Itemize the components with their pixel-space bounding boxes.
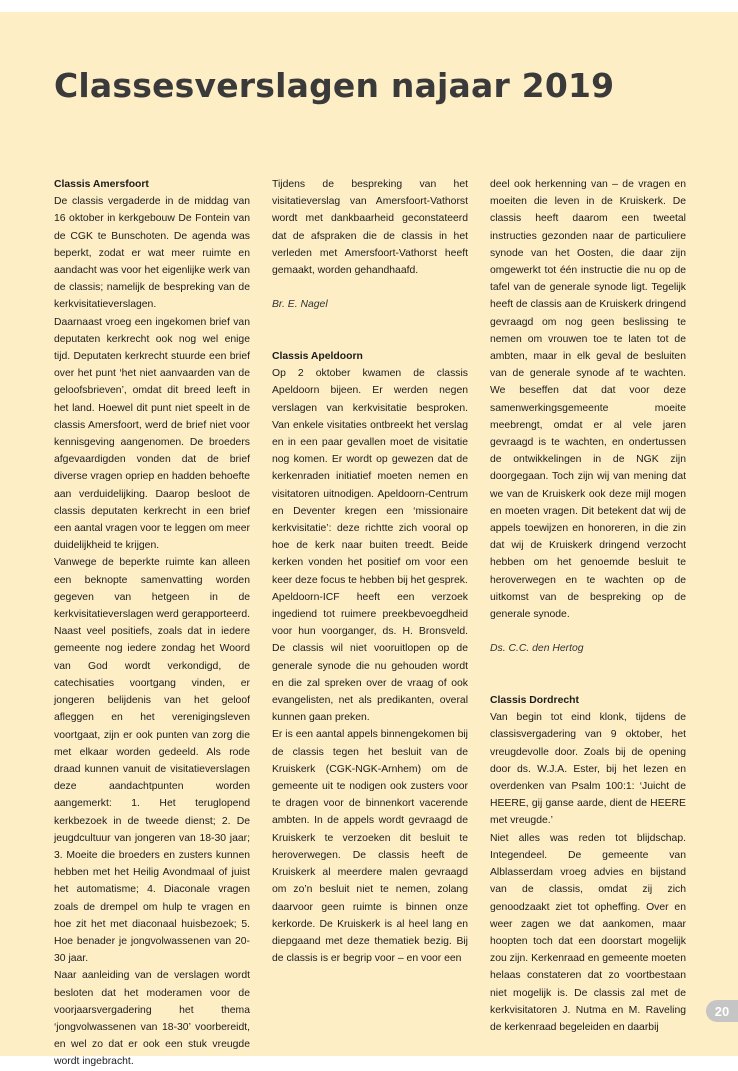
heading-amersfoort: Classis Amersfoort — [54, 179, 149, 190]
page-number: 20 — [706, 1000, 738, 1022]
page-title: Classesverslagen najaar 2019 — [54, 66, 615, 105]
paragraph: Van begin tot eind klonk, tijdens de classisvergadering van 9 oktober, het vreugdevolle door. Zoals bij de opening door ds. W.J.A. Ester, bij het lezen en overdenken van Psalm 100:1: ‘Juicht de HEERE, gij ganse aarde, dient de HEERE met vreugde.’ — [490, 712, 686, 827]
paragraph-continued: deel ook herkenning van – de vragen en moeiten die leven in de Kruiskerk. De classis heeft daarom een tweetal instructies gezonden naar de particuliere synode van het Oosten, die daar zijn omgewerkt tot één instructie die nu op de tafel van de generale synode ligt. Tegelijk heeft de classis aan de Kruiskerk dringend gevraagd om nog geen beslissing te nemen om vrouwen toe te laten tot de ambten, maar in elk geval de besluiten van de generale synode af te wachten. We beseffen dat dat voor deze samenwerkingsgemeente moeite meebrengt, omdat er al vele jaren gevraagd is te wachten, en ondertussen de ontwikkelingen in de NGK zijn doorgegaan. Toch zijn wij van mening dat we van de Kruiskerk ook deze mijl mogen en moeten vragen. Dit betekent dat wij de appels toewijzen en honoreren, in die zin dat wij de Kruiskerk dringend verzocht hebben om het genoemde besluit te heroverwegen en te wachten op de uitkomst van de bespreking op de generale synode. — [490, 179, 686, 621]
column-3 — [490, 176, 686, 1036]
paragraph: Op 2 oktober kwamen de classis Apeldoorn bijeen. Er werden negen verslagen van kerkvisitatie besproken. Van enkele visitaties ontbreekt het verslag en in een paar gevallen moet de visitatie nog komen. Er wordt op gewezen dat de kerkenraden initiatief moeten nemen en visitatoren uitnodigen. Apeldoorn-Centrum en Deventer kregen een ‘missionaire kerkvisitatie’: deze richtte zich vooral op hoe de kerk naar buiten treedt. Beide kerken vonden het positief om voor een keer deze focus te hebben bij het gesprek. — [272, 368, 468, 586]
heading-dordrecht: Classis Dordrecht — [490, 695, 579, 707]
paragraph: Naar aanleiding van de verslagen wordt besloten dat het moderamen voor de voorjaarsvergadering het thema ‘jongvolwassenen van 18-30’ voorbereidt, en wel zo dat er ook een stuk vreugde wordt ingebracht. — [54, 970, 250, 1068]
page — [0, 12, 738, 1068]
column-1 — [54, 176, 250, 1071]
paragraph: Niet alles was reden tot blijdschap. Integendeel. De gemeente van Alblasserdam vroeg advies en bijstand van de classis, omdat zij zich genoodzaakt ziet tot opheffing. Over en weer zagen we dat aankomen, maar hoopten toch dat een doorstart mogelijk zou zijn. Kerkenraad en gemeente moeten helaas constateren dat zo voortbestaan niet mogelijk is. De classis zal met de kerkvisitatoren J. Nutma en M. Raveling de kerkenraad begeleiden en daarbij — [490, 832, 686, 1033]
paragraph: Apeldoorn-ICF heeft een verzoek ingediend tot ruimere preekbevoegdheid voor hun voorganger, ds. H. Bronsveld. De classis wil niet vooruitlopen op de generale synode die nu gehouden wordt en die zal spreken over de vraag of ook evangelisten, net als predikanten, overal kunnen gaan preken. — [272, 591, 468, 724]
column-2 — [272, 176, 468, 967]
signature-amersfoort: Br. E. Nagel — [272, 299, 328, 311]
signature-apeldoorn: Ds. C.C. den Hertog — [490, 643, 584, 655]
paragraph: Er is een aantal appels binnengekomen bij de classis tegen het besluit van de Kruiskerk (CGK-NGK-Arnhem) om de gemeente uit te nodigen ook zusters voor te dragen voor de binnenkort vacerende ambten. In de appels wordt gevraagd de Kruiskerk te verzoeken dit besluit te heroverwegen. De classis heeft de Kruiskerk al meerdere malen gevraagd om zo’n besluit niet te nemen, zolang daarvoor geen ruimte is binnen onze kerkorde. De Kruiskerk is al heel lang en diepgaand met deze thematiek bezig. Bij de classis is er begrip voor – en voor een — [272, 729, 468, 965]
heading-apeldoorn: Classis Apeldoorn — [272, 351, 363, 362]
paragraph: Vanwege de beperkte ruimte kan alleen een beknopte samenvatting worden gegeven van hetgeen in de kerkvisitatieverslagen werd gerapporteerd. Naast veel positiefs, zoals dat in iedere gemeente nog iedere zondag het Woord van God wordt verkondigd, de catechisaties voortgang vinden, er jongeren belijdenis van het geloof afleggen en het verenigingsleven voortgaat, zijn er ook punten van zorg die met elkaar worden gedeeld. Als rode draad kunnen vanuit de visitatieverslagen deze aandachtpunten worden aangemerkt: 1. Het teruglopend kerkbezoek in de tweede dienst; 2. De jeugdcultuur van jongeren van 18-30 jaar; 3. Moeite die broeders en zusters kunnen hebben met het Heilig Avondmaal of juist het automatisme; 4. Diaconale vragen zoals de drempel om hulp te vragen en hoe zit het met diaconaal huisbezoek; 5. Hoe benader je jongvolwassenen van 20-30 jaar. — [54, 557, 250, 965]
paragraph: Daarnaast vroeg een ingekomen brief van deputaten kerkrecht ook nog wel enige tijd. Deputaten kerkrecht stuurde een brief over het punt ‘het niet aanvaarden van de geloofsbrieven’, omdat dit breed leeft in het land. Hoewel dit punt niet speelt in de classis Amersfoort, werd de brief niet voor kennisgeving aangenomen. De broeders afgevaardigden vonden dat de brief diverse vragen opriep en hadden behoefte aan verduidelijking. Daarop besloot de classis deputaten kerkrecht in een brief een aantal vragen voor te leggen om meer duidelijkheid te krijgen. — [54, 316, 250, 552]
paragraph: Tijdens de bespreking van het visitatieverslag van Amersfoort-Vathorst wordt met dankbaarheid geconstateerd dat de afspraken die de classis in het verleden met Amersfoort-Vathorst heeft gemaakt, worden gehandhaafd. — [272, 179, 468, 277]
paragraph: De classis vergaderde in de middag van 16 oktober in kerkgebouw De Fontein van de CGK te Bunschoten. De agenda was beperkt, zodat er wat meer ruimte en aandacht was voor het eigenlijke werk van de classis; namelijk de bespreking van de kerkvisitatieverslagen. — [54, 196, 250, 311]
